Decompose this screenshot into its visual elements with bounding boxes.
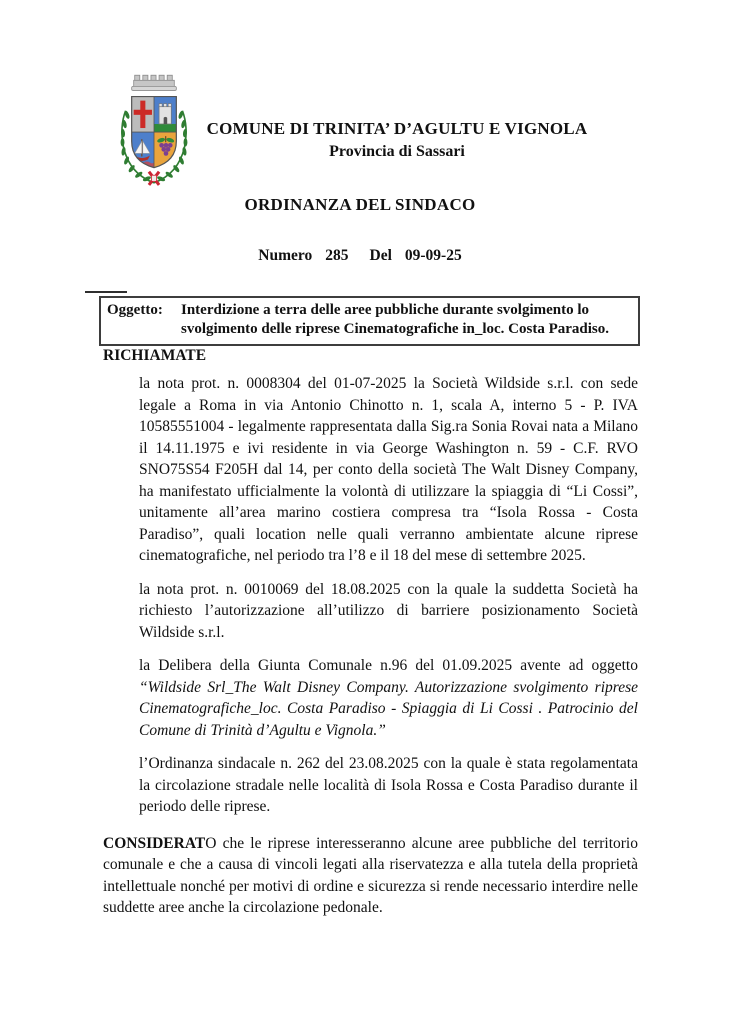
del-label: Del <box>369 247 392 264</box>
document-header <box>180 119 614 161</box>
number-label: Numero <box>258 247 313 264</box>
date-value: 09-09-25 <box>404 247 462 264</box>
subject-label: Oggetto: <box>107 302 163 318</box>
subject-box <box>99 296 640 346</box>
delibera-lead: la Delibera della Giunta Comunale n.96 del 01.09.2025 avente ad oggetto <box>139 657 638 674</box>
table-stub-border <box>85 291 127 293</box>
paragraph-ordinanza-262: l’Ordinanza sindacale n. 262 del 23.08.2025 con la quale è stata regolamentata la circolazione stradale nelle località di Isola Rossa e Costa Paradiso durante il periodo delle riprese. <box>139 755 638 815</box>
recitals-block <box>139 373 638 818</box>
subject-line-2: svolgimento delle riprese Cinematografiche in_loc. Costa Paradiso. <box>181 321 609 337</box>
delibera-quoted-title: “Wildside Srl_The Walt Disney Company. Autorizzazione svolgimento riprese Cinematografiche_loc. Costa Paradiso - Spiaggia di Li Cossi . Patrocinio del Comune di Trinità d’Agultu e Vignola.” <box>139 678 638 739</box>
municipality-title: COMUNE DI TRINITA’ D’AGULTU E VIGNOLA <box>206 119 588 138</box>
document-body <box>103 347 638 931</box>
shield-icon <box>132 97 177 169</box>
mural-crown-icon <box>132 75 177 90</box>
considerato-paragraph <box>103 833 638 919</box>
paragraph-delibera <box>139 655 638 741</box>
paragraph-nota-0010069: la nota prot. n. 0010069 del 18.08.2025 con la quale la suddetta Società ha richiesto l’autorizzazione all’utilizzo di barriere posizionamento Società Wildside s.r.l. <box>139 580 638 641</box>
richiamate-heading: RICHIAMATE <box>103 347 207 364</box>
document-number-line <box>80 247 640 265</box>
paragraph-nota-0008304: la nota prot. n. 0008304 del 01-07-2025 la Società Wildside s.r.l. con sede legale a Roma in via Antonio Chinotto n. 1, scala A, interno 5 - P. IVA 10585551004 - legalmente rappresentata dalla Sig.ra Sonia Rovai nata a Milano il 14.11.1975 e ivi residente in via George Washington n. 59 - C.F. RVO SNO75S54 F205H dal 14, per conto della società The Walt Disney Company, ha manifestato ufficialmente la volontà di utilizzare la spiaggia di “Li Cossi”, unitamente all’area marino costiera compresa tra “Isola Rossa - Costa Paradiso”, quali location nelle quali verranno ambientate alcune riprese cinematografiche, nel periodo tra l’8 e il 18 del mese di settembre 2025. <box>139 375 638 564</box>
number-value: 285 <box>325 247 349 264</box>
province-subtitle: Provincia di Sassari <box>329 143 465 160</box>
document-type-title: ORDINANZA DEL SINDACO <box>244 195 476 214</box>
subject-line-1: Interdizione a terra delle aree pubbliche durante svolgimento lo <box>181 302 590 318</box>
considerato-text: O che le riprese interesseranno alcune aree pubbliche del territorio comunale e che a causa di vincoli legati alla riservatezza e alla tutela della proprietà intellettuale nonché per motivi di ordine e sicurezza si rende necessario interdire nelle suddette aree anche la circolazione pedonale. <box>103 834 638 916</box>
subject-text <box>181 301 632 339</box>
considerato-keyword: CONSIDERAT <box>103 834 206 852</box>
